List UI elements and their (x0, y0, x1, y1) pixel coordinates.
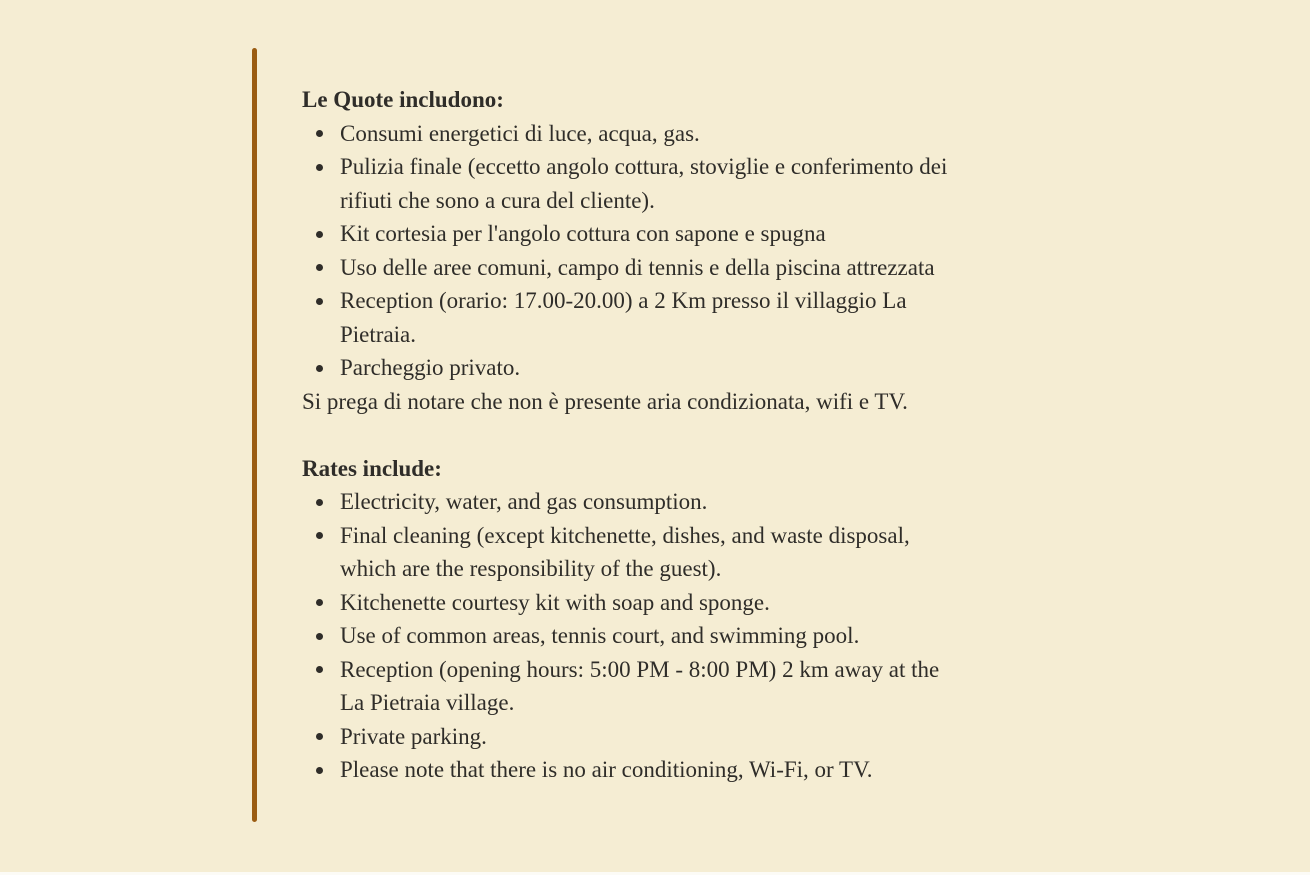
list-item (302, 150, 1162, 217)
list-item (302, 619, 1162, 653)
list-item (302, 720, 1162, 754)
bullet-list-english (302, 485, 1162, 787)
terms-card (302, 83, 1162, 787)
section-italian-terms (302, 83, 1162, 418)
list-item-line: Final cleaning (except kitchenette, dishes, and waste disposal, (340, 522, 910, 548)
list-item (302, 519, 1162, 586)
list-item (302, 217, 1162, 251)
list-item-line: Reception (opening hours: 5:00 PM - 8:00 PM) 2 km away at the (340, 656, 940, 682)
list-item (302, 586, 1162, 620)
list-item-line: Pulizia finale (eccetto angolo cottura, stoviglie e conferimento dei (340, 154, 948, 179)
bullet-list-italian (302, 117, 1162, 385)
section-note-italian: Si prega di notare che non è presente aria condizionata, wifi e TV. (302, 388, 908, 414)
list-item (302, 117, 1162, 151)
list-item-line: rifiuti che sono a cura del cliente). (340, 187, 655, 213)
list-item-line: Please note that there is no air conditioning, Wi-Fi, or TV. (340, 757, 873, 782)
list-item-line: Consumi energetici di luce, acqua, gas. (340, 120, 700, 146)
list-item-line: La Pietraia village. (340, 690, 515, 715)
section-heading-italian: Le Quote includono: (302, 87, 504, 112)
section-english-terms (302, 452, 1162, 787)
vertical-accent-bar (252, 48, 257, 822)
list-item-line: Pietraia. (340, 321, 416, 347)
list-item-line: which are the responsibility of the guest). (340, 556, 722, 581)
list-item-line: Kitchenette courtesy kit with soap and sponge. (340, 589, 770, 615)
list-item-line: Reception (orario: 17.00-20.00) a 2 Km presso il villaggio La (340, 288, 907, 313)
list-item (302, 485, 1162, 519)
list-item-line: Parcheggio privato. (340, 355, 521, 380)
list-item (302, 251, 1162, 285)
list-item-line: Kit cortesia per l'angolo cottura con sapone e spugna (340, 221, 826, 246)
list-item (302, 351, 1162, 385)
list-item (302, 284, 1162, 351)
list-item-line: Uso delle aree comuni, campo di tennis e della piscina attrezzata (340, 254, 935, 280)
list-item-line: Use of common areas, tennis court, and swimming pool. (340, 623, 860, 648)
list-item (302, 653, 1162, 720)
section-heading-english: Rates include: (302, 455, 442, 481)
list-item-line: Electricity, water, and gas consumption. (340, 489, 708, 514)
list-item (302, 753, 1162, 787)
list-item-line: Private parking. (340, 723, 487, 749)
